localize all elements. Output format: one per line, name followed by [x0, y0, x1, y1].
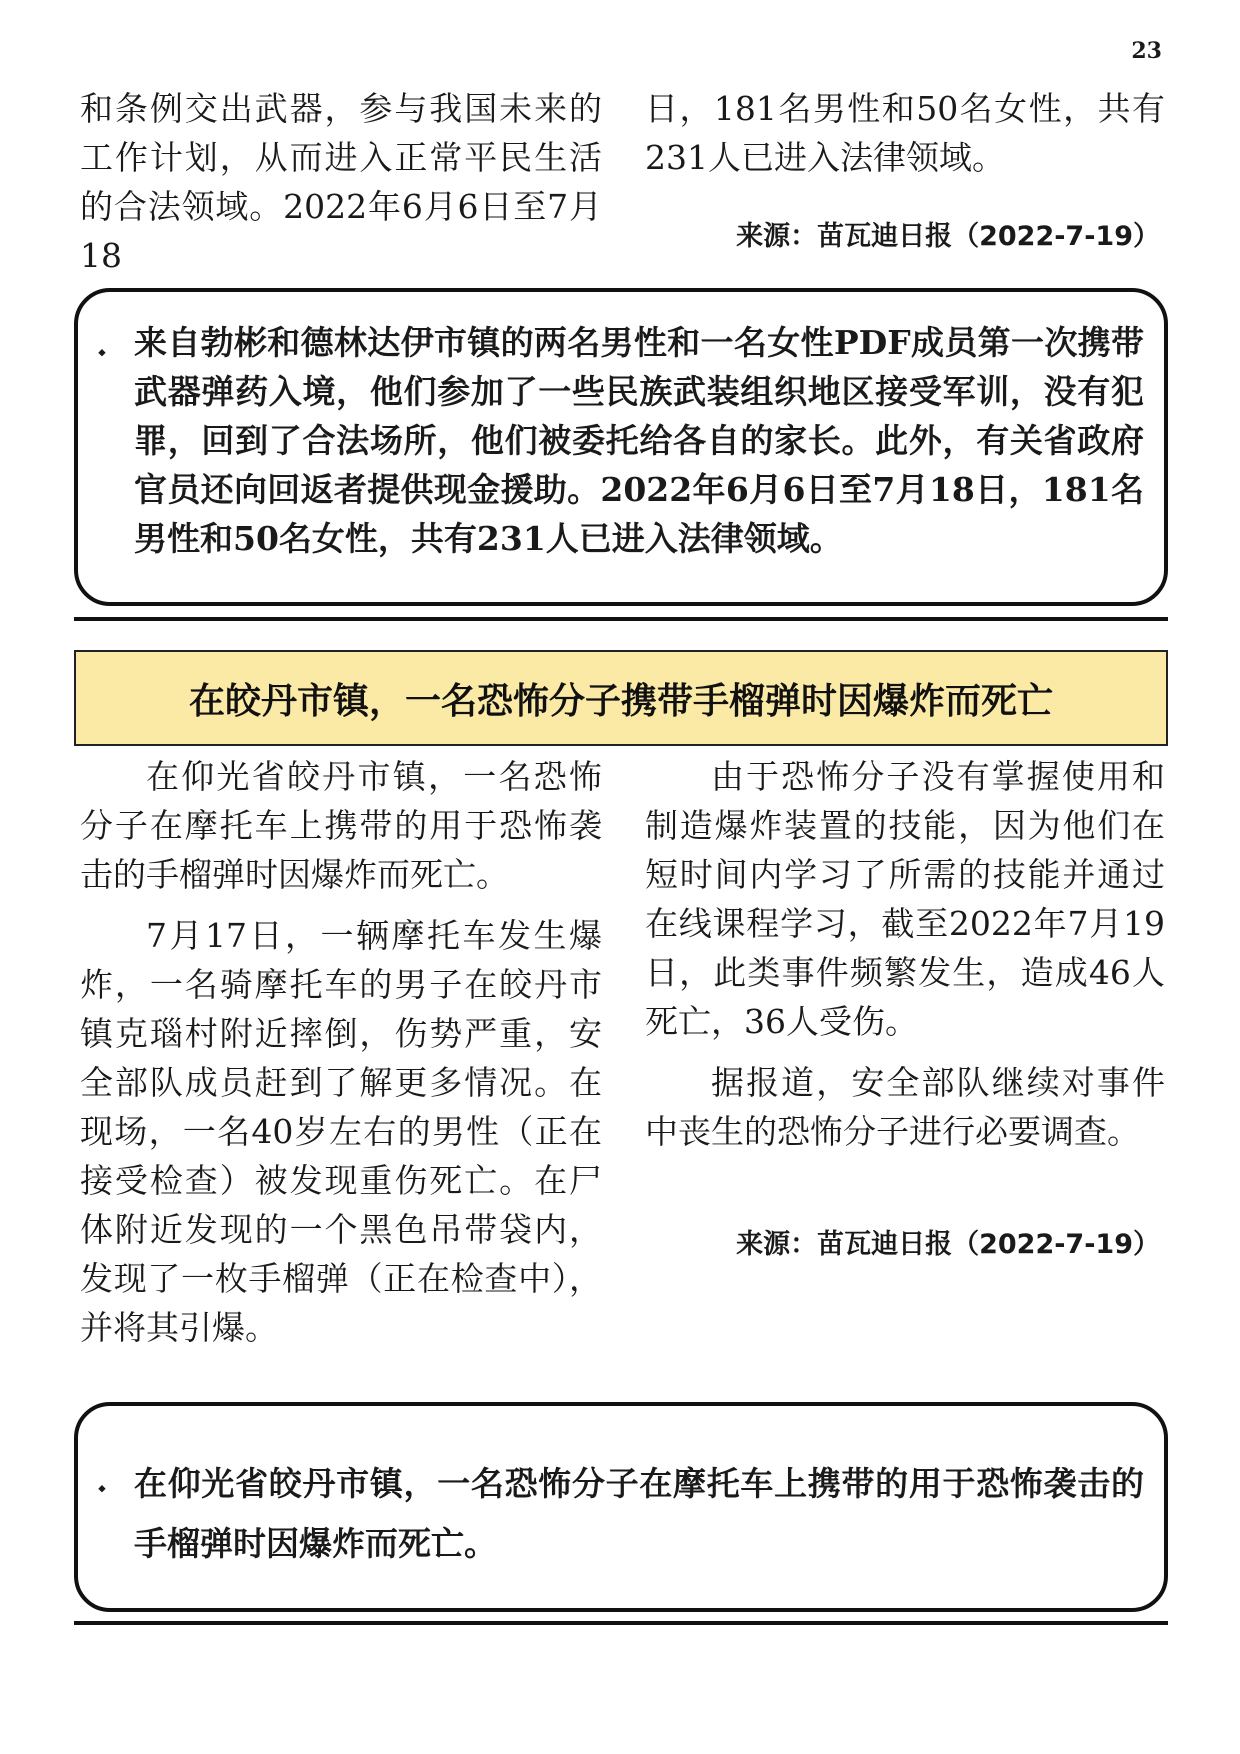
article-source: 来源：苗瓦迪日报（2022-7-19） — [736, 1229, 1160, 1260]
continuation-right-text: 日，181名男性和50名女性，共有231人已进入法律领域。 — [645, 89, 1165, 177]
summary-callout-2-text: 在仰光省皎丹市镇，一名恐怖分子在摩托车上携带的用于恐怖袭击的手榴弹时因爆炸而死亡。 — [134, 1464, 1144, 1563]
summary-callout-1-text: 来自勃彬和德林达伊市镇的两名男性和一名女性PDF成员第一次携带武器弹药入境，他们参加了一些民族武装组织地区接受军训，没有犯罪，回到了合法场所，他们被委托给各自的家长。此外，有关省政府官员还向回返者提供现金援助。2022年6月6日至7月18日，181名男性和50名女性，共有231人已进入法律领域。 — [134, 323, 1144, 558]
continuation-source: 来源：苗瓦迪日报（2022-7-19） — [736, 221, 1160, 252]
summary-callout-2 — [74, 1402, 1168, 1612]
diamond-bullet-icon: ⬩ — [98, 340, 106, 365]
summary-callout-1 — [74, 288, 1168, 606]
continuation-left-column — [80, 84, 602, 280]
article-paragraph: 7月17日，一辆摩托车发生爆炸，一名骑摩托车的男子在皎丹市镇克瑙村附近摔倒，伤势严重，安全部队成员赶到了解更多情况。在现场，一名40岁左右的男性（正在接受检查）被发现重伤死亡。在尸体附近发现的一个黑色吊带袋内，发现了一枚手榴弹（正在检查中），并将其引爆。 — [80, 916, 602, 1347]
continuation-left-text: 和条例交出武器，参与我国未来的工作计划，从而进入正常平民生活的合法领域。2022年6月6日至7月18 — [80, 89, 602, 275]
section-divider — [74, 617, 1168, 621]
article-headline-box — [74, 650, 1168, 746]
article-paragraph: 由于恐怖分子没有掌握使用和制造爆炸装置的技能，因为他们在短时间内学习了所需的技能并通过在线课程学习，截至2022年7月19日，此类事件频繁发生，造成46人死亡，36人受伤。 — [645, 757, 1165, 1041]
diamond-bullet-icon: ⬩ — [98, 1476, 106, 1501]
section-divider — [74, 1621, 1168, 1625]
article-headline: 在皎丹市镇，一名恐怖分子携带手榴弹时因爆炸而死亡 — [188, 680, 1053, 722]
article-paragraph: 在仰光省皎丹市镇，一名恐怖分子在摩托车上携带的用于恐怖袭击的手榴弹时因爆炸而死亡。 — [80, 757, 602, 894]
article-left-column — [80, 752, 602, 1352]
page-number: 23 — [1131, 38, 1162, 64]
article-right-column — [645, 752, 1165, 1156]
article-paragraph: 据报道，安全部队继续对事件中丧生的恐怖分子进行必要调查。 — [645, 1063, 1165, 1151]
continuation-right-column — [645, 84, 1165, 182]
